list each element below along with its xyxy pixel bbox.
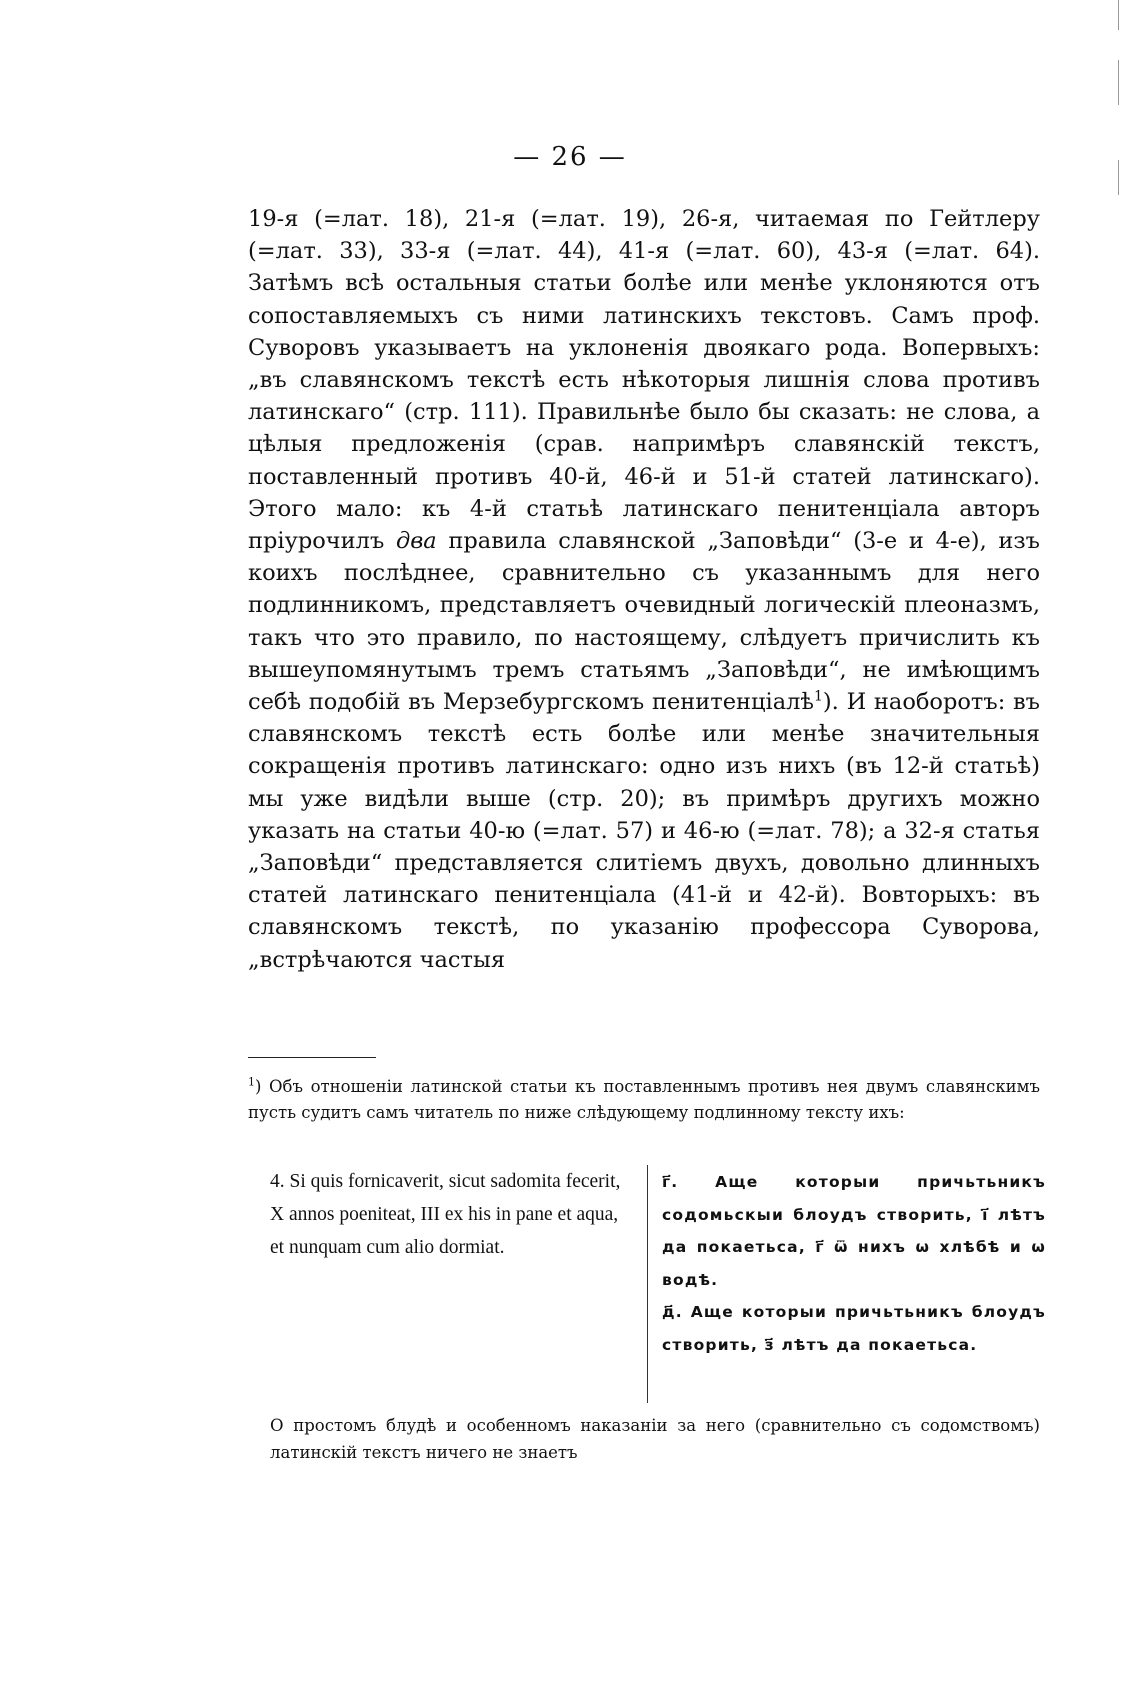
footnote-intro-text: ) Объ отношеніи латинской статьи къ поставленнымъ противъ нея двумъ славянскимъ пусть судитъ самъ читатель по ниже слѣдующему подлинному тексту ихъ:	[248, 1077, 1040, 1122]
page-edge-line	[1118, 0, 1119, 30]
footnote-intro	[248, 1074, 1040, 1126]
column-divider	[647, 1165, 648, 1403]
main-text-paragraph	[248, 203, 1040, 976]
footnote-marker: 1	[248, 1075, 255, 1089]
footnote-separator	[248, 1057, 376, 1058]
slavonic-article-4: д҃. Аще которыи причьтьникъ блоудъ створить, з҃ лѣтъ да покаетьса.	[662, 1303, 1046, 1354]
emphasized-word: два	[395, 528, 437, 555]
main-text-part1: 19-я (=лат. 18), 21-я (=лат. 19), 26-я, читаемая по Гейтлеру (=лат. 33), 33-я (=лат. 44), 41-я (=лат. 60), 43-я (=лат. 64). Затѣмъ всѣ остальныя статьи болѣе или менѣе уклоняются отъ сопоставляемыхъ съ ними латинскихъ текстовъ. Самъ проф. Суворовъ указываетъ на уклоненія двоякаго рода. Вопервыхъ: „въ славянскомъ текстѣ есть нѣкоторыя лишнія слова противъ латинскаго“ (стр. 111). Правильнѣе было бы сказать: не слова, а цѣлыя предложенія (срав. напримѣръ славянскій текстъ, поставленный противъ 40-й, 46-й и 51-й статей латинскаго). Этого мало: къ 4-й статьѣ латинскаго пенитенціала авторъ пріурочилъ	[248, 206, 1040, 555]
slavonic-text-column	[662, 1166, 1046, 1361]
footnote-reference[interactable]: 1	[813, 688, 823, 705]
footnote-closing-text: О простомъ блудѣ и особенномъ наказаніи за него (сравнительно съ содомствомъ) латинскій текстъ ничего не знаетъ	[270, 1416, 1040, 1462]
page-number: — 26 —	[513, 142, 627, 172]
latin-text-column: 4. Si quis fornicaverit, sicut sadomita fecerit, X annos poeniteat, III ex his in pane et aqua, et nunquam cum alio dormiat.	[270, 1171, 621, 1258]
main-text-part3: ). И наоборотъ: въ славянскомъ текстѣ есть болѣе или менѣе значительныя сокращенія противъ латинскаго: одно изъ нихъ (въ 12-й статьѣ) мы уже видѣли выше (стр. 20); въ примѣръ другихъ можно указать на статьи 40-ю (=лат. 57) и 46-ю (=лат. 78); а 32-я статья „Заповѣди“ представляется слитіемъ двухъ, довольно длинныхъ статей латинскаго пенитенціала (41-й и 42-й). Вовторыхъ: въ славянскомъ текстѣ, по указанію профессора Суворова, „встрѣчаются частыя	[248, 689, 1040, 973]
main-text-part2: правила славянской „Заповѣди“ (3-е и 4-е), изъ коихъ послѣднее, сравнительно съ указаннымъ для него подлинникомъ, представляетъ очевидный логическій плеоназмъ, такъ что это правило, по настоящему, слѣдуетъ причислить къ вышеупомянутымъ тремъ статьямъ „Заповѣди“, не имѣющимъ себѣ подобій въ Мерзебургскомъ пенитенціалѣ	[248, 528, 1040, 716]
page-edge-line	[1118, 60, 1119, 105]
slavonic-article-3: г҃. Аще которыи причьтьникъ содомьскыи блоудъ створить, і҃ лѣтъ да покаетьса, г҃ ѿ нихъ ѡ хлѣбѣ и ѡ водѣ.	[662, 1173, 1046, 1289]
